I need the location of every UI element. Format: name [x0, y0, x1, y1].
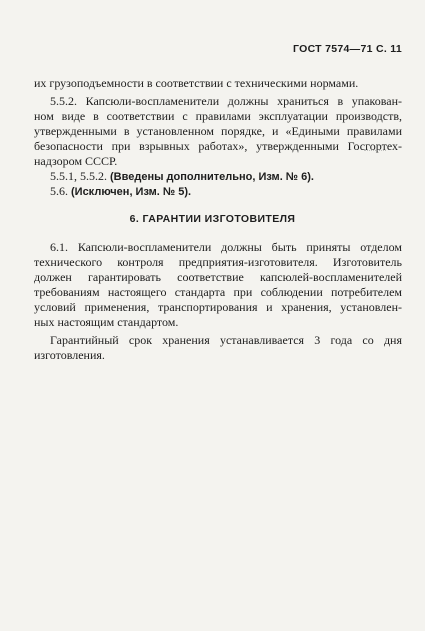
paragraph-5-5-2-line: безопасности при взрывных работах», утвержденными Госгортех- — [34, 139, 402, 153]
paragraph-6-1-line: требованиям настоящего стандарта при соблюдении потребителем — [34, 285, 402, 299]
amendment-note — [50, 184, 191, 199]
amendment-text: (Исключен, Изм. № 5). — [71, 186, 192, 198]
paragraph-6-1-line: условий применения, транспортирования и хранения, установлен- — [34, 300, 402, 314]
paragraph-6-1-line: должен гарантировать соответствие капсюлей-воспламенителей — [34, 270, 402, 284]
paragraph-5-5-2-line: утвержденными в установленном порядке, и «Едиными правилами — [34, 124, 402, 138]
amendment-text: (Введены дополнительно, Изм. № 6). — [110, 171, 314, 183]
amendment-ref: 5.5.1, 5.5.2. — [50, 169, 107, 183]
paragraph-guarantee-line: Гарантийный срок хранения устанавливается 3 года со дня — [50, 333, 402, 347]
page-header: ГОСТ 7574—71 С. 11 — [292, 43, 402, 55]
section-title: 6. ГАРАНТИИ ИЗГОТОВИТЕЛЯ — [129, 213, 296, 225]
paragraph-6-1-line: 6.1. Капсюли-воспламенители должны быть приняты отделом — [50, 240, 402, 254]
paragraph-6-1-line: технического контроля предприятия-изготовителя. Изготовитель — [34, 255, 402, 269]
amendment-ref: 5.6. — [50, 184, 68, 198]
paragraph-5-5-2-line: 5.5.2. Капсюли-воспламенители должны храниться в упакован- — [50, 94, 402, 108]
amendment-note — [50, 169, 314, 184]
paragraph-6-1-line: ных настоящим стандартом. — [34, 315, 179, 329]
paragraph-5-5-2-line: ном виде в соответствии с правилами эксплуатации производств, — [34, 109, 402, 123]
text-line: их грузоподъемности в соответствии с техническими нормами. — [34, 76, 359, 90]
paragraph-guarantee-line: изготовления. — [34, 348, 105, 362]
faint-mark — [364, 150, 386, 159]
paragraph-5-5-2-line: надзором СССР. — [34, 154, 118, 168]
